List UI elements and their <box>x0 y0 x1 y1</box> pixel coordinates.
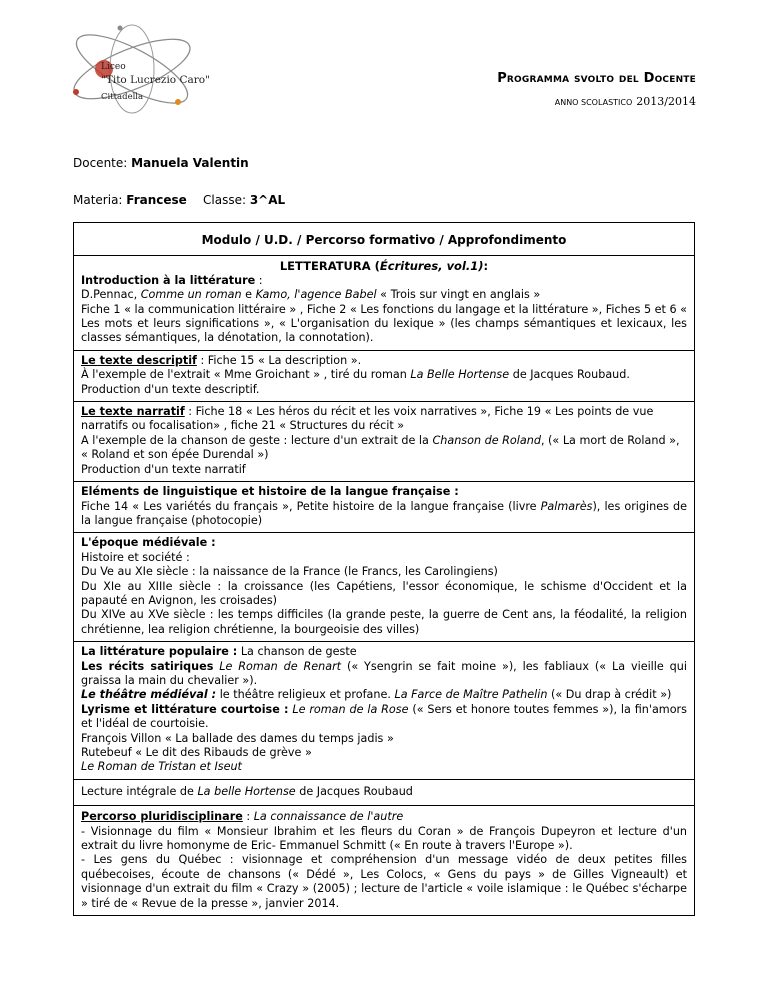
section-litterature-populaire <box>73 642 695 780</box>
populaire-b-it: Le Roman de Renart <box>213 659 342 673</box>
intro-l2a: D.Pennac, <box>81 288 141 302</box>
narratif-title-after: : Fiche 18 « Les héros du récit et les voix narratives », Fiche 19 « Les points de vue narratifs ou focalisation» , fiche 21 « Structures du récit » <box>81 405 654 433</box>
descriptif-line-3: Production d'un texte descriptif. <box>81 382 260 396</box>
lecture-c: de Jacques Roubaud <box>295 784 413 798</box>
descriptif-title-after: : Fiche 15 « La description ». <box>196 353 362 367</box>
populaire-c-title: Le théâtre médiéval : <box>81 688 217 702</box>
medievale-line-4: Du XIVe au XVe siècle : les temps difficiles (la grande peste, la guerre de Cent ans, la féodalité, la religion chrétienne, lea religion chrétienne, la bourgeoisie des villes) <box>81 608 687 636</box>
lecture-a: Lecture intégrale de <box>81 784 198 798</box>
narratif-line-3: Production d'un texte narratif <box>81 462 246 476</box>
narratif-l2a: A l'exemple de la chanson de geste : lecture d'un extrait de la <box>81 433 433 447</box>
populaire-line-b <box>81 660 687 689</box>
descriptif-l2a: À l'exemple de l'extrait « Mme Groichant » , tiré du roman <box>81 368 411 382</box>
logo-electron-1 <box>73 89 79 95</box>
table-header: Modulo / U.D. / Percorso formativo / Approfondimento <box>73 222 695 256</box>
letteratura-c: : <box>483 259 489 274</box>
populaire-a-rest: La chanson de geste <box>237 645 357 659</box>
pluri-title: Percorso pluridisciplinare <box>81 810 243 824</box>
pluri-sep: : <box>242 810 254 824</box>
intro-title: Introduction à la littérature <box>81 273 256 287</box>
linguistique-title-text: Eléments de linguistique et histoire de la langue française : <box>81 485 459 499</box>
medievale-line-3: Du XIe au XIIIe siècle : la croissance (les Capétiens, l'essor économique, le schisme d'Occident et la papauté en Avignon, les croisades) <box>81 579 687 607</box>
linguistique-title <box>81 485 687 499</box>
intro-l2e: « Trois sur vingt en anglais » <box>376 288 541 302</box>
descriptif-title-line <box>81 354 687 368</box>
descriptif-line-2 <box>81 368 687 382</box>
teacher-line <box>73 156 249 170</box>
linguistique-l2a: Fiche 14 « Les variétés du français », Petite histoire de la langue française (livre <box>81 499 541 513</box>
populaire-line-d <box>81 703 687 732</box>
logo-text-city: Cittadella <box>101 92 144 102</box>
logo-electron-2 <box>175 99 181 105</box>
populaire-c-rest: le théâtre religieux et profane. <box>216 688 395 702</box>
intro-l2c: e <box>241 288 256 302</box>
intro-line-2 <box>81 288 687 302</box>
medievale-title <box>81 536 687 550</box>
school-year-label: ANNO SCOLASTICO <box>554 98 633 107</box>
class-label: Classe: <box>203 193 246 207</box>
populaire-line-c <box>81 688 687 702</box>
logo-electron-3 <box>118 26 123 31</box>
medievale-line-2: Du Ve au XIe siècle : la naissance de la France (le Francs, les Carolingiens) <box>81 565 498 579</box>
pluri-title-line <box>81 810 687 824</box>
pluri-line-2: - Les gens du Québec : visionnage et compréhension d'un message vidéo de deux petites filles québecoises, écoute de chansons (« Dédé », Les Colocs, « Gens du pays » de Gilles Vigneault) et visionnage d'un extrait du film « Crazy » (2005) ; lecture de l'article « voile islamique : le Québec s'écharpe » tiré de « Revue de la presse », janvier 2014. <box>81 853 687 910</box>
section-descriptif <box>73 351 695 402</box>
populaire-line-e: François Villon « La ballade des dames du temps jadis » <box>81 731 394 745</box>
class-value: 3^AL <box>249 193 286 207</box>
pluri-title-it: La connaissance de l'autre <box>253 810 404 824</box>
lecture-b: La belle Hortense <box>197 784 296 798</box>
intro-line-3: Fiche 1 « la communication littéraire » , Fiche 2 « Les fonctions du langage et la littérature », Fiches 5 et 6 « Les mots et leurs significations », « L'organisation du lexique » (les champs sémantiques et lexicaux, les classes sémantiques, la dénotation, la connotation). <box>81 302 687 345</box>
populaire-d-it: Le roman de la Rose <box>292 702 409 716</box>
subject-line <box>73 193 187 207</box>
intro-title-after: : <box>255 273 263 287</box>
descriptif-title: Le texte descriptif <box>81 353 197 367</box>
teacher-name: Manuela Valentin <box>131 156 249 170</box>
populaire-c-it: La Farce de Maître Pathelin <box>394 688 548 702</box>
section-narratif <box>73 402 695 482</box>
narratif-title-line <box>81 405 687 434</box>
letteratura-a: LETTERATURA ( <box>279 259 380 274</box>
logo-text-school: "Tito Lucrezio Caro" <box>101 74 210 86</box>
subject-label: Materia: <box>73 193 123 207</box>
narratif-title: Le texte narratif <box>81 405 185 419</box>
linguistique-l2c: ), les origines de la langue française (photocopie) <box>81 499 687 527</box>
descriptif-l2b: La Belle Hortense <box>410 368 510 382</box>
intro-l2b: Comme un roman <box>140 288 242 302</box>
letteratura-book: Écritures, vol.1) <box>379 259 484 274</box>
section-introduction <box>73 256 695 350</box>
letteratura-heading <box>81 259 687 273</box>
pluri-line-1: - Visionnage du film « Monsieur Ibrahim et les fleurs du Coran » de François Dupeyron et lecture d'un extrait du livre homonyme de Eric- Emmanuel Schmitt (« En route à travers l'Europe »). <box>81 824 687 853</box>
school-logo <box>60 22 220 117</box>
linguistique-line-2 <box>81 500 687 529</box>
populaire-b-rest: (« Ysengrin se fait moine »), les fabliaux (« La vieille qui graissa la main du chevalier »). <box>81 659 687 687</box>
class-line <box>203 193 285 207</box>
populaire-d-title: Lyrisme et littérature courtoise : <box>81 702 289 716</box>
populaire-b-title: Les récits satiriques <box>81 659 214 673</box>
section-lecture-integrale <box>73 780 695 806</box>
school-year <box>555 95 696 108</box>
populaire-c-rest2: (« Du drap à crédit ») <box>547 688 672 702</box>
medievale-title-text: L'époque médiévale : <box>81 536 216 550</box>
narratif-l2b: Chanson de Roland <box>432 433 541 447</box>
linguistique-l2b: Palmarès <box>540 499 593 513</box>
medievale-line-1: Histoire et société : <box>81 550 190 564</box>
populaire-line-g <box>81 760 687 774</box>
populaire-line-a <box>81 645 687 659</box>
populaire-a-title: La littérature populaire : <box>81 645 238 659</box>
document-title: Programma svolto del Docente <box>497 71 696 86</box>
section-pluridisciplinare <box>73 806 695 916</box>
populaire-g: Le Roman de Tristan et Iseut <box>81 760 242 774</box>
logo-text-liceo: Liceo <box>101 62 126 72</box>
intro-title-line <box>81 274 687 288</box>
program-table <box>73 222 695 916</box>
descriptif-l2c: de Jacques Roubaud. <box>509 368 630 382</box>
section-medievale <box>73 533 695 642</box>
intro-l2d: Kamo, l'agence Babel <box>255 288 377 302</box>
school-year-value: 2013/2014 <box>636 95 696 108</box>
section-linguistique <box>73 482 695 533</box>
teacher-label: Docente: <box>73 156 128 170</box>
narratif-l2c: , (« La mort de Roland », « Roland et son épée Durendal ») <box>81 433 680 462</box>
populaire-d-rest: (« Sers et honore toutes femmes »), la fin'amors et l'idéal de courtoisie. <box>81 702 687 731</box>
subject-name: Francese <box>126 193 187 207</box>
populaire-line-f: Rutebeuf « Le dit des Ribauds de grève » <box>81 746 312 759</box>
narratif-line-2 <box>81 434 687 463</box>
